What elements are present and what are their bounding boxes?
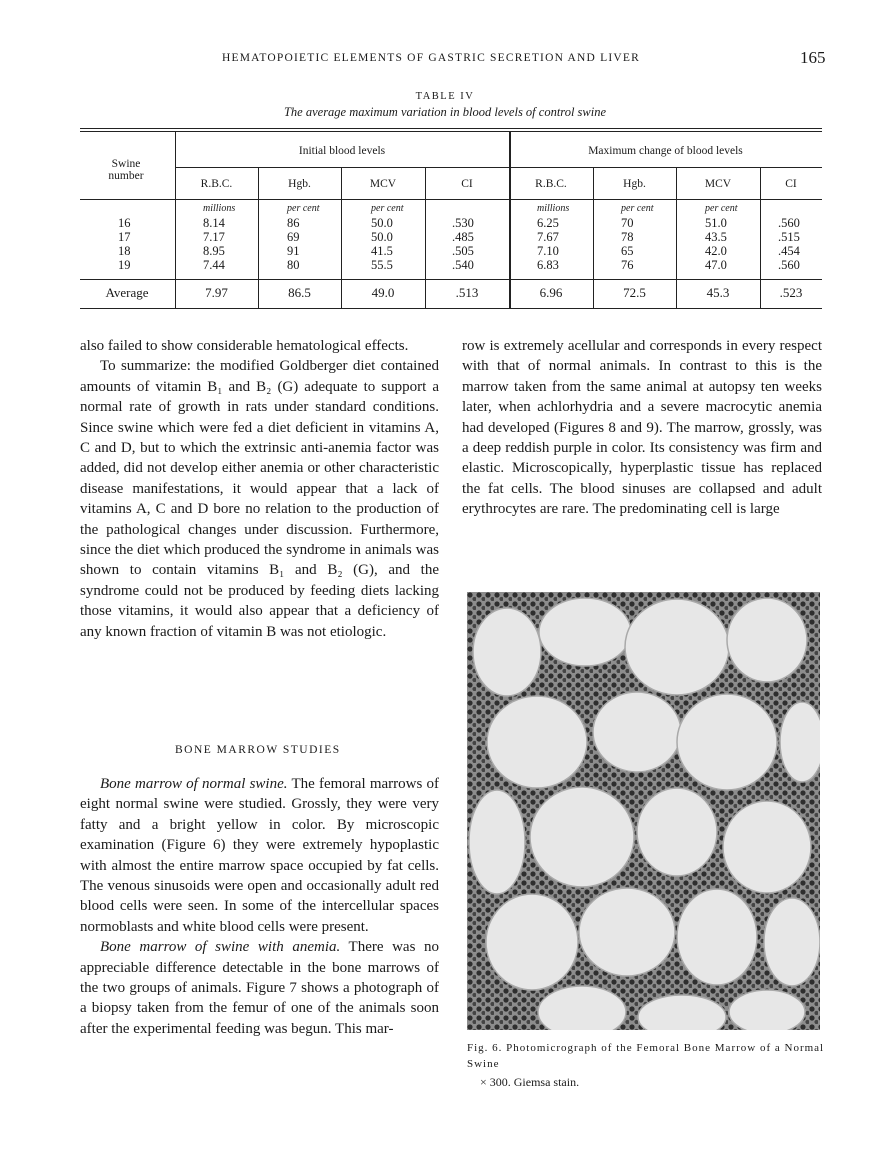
table-cell: 50.0 [371, 230, 393, 244]
paragraph: Bone marrow of normal swine. The femoral marrows of eight normal swine were studied. Grossly, they were very fatty and a bright yellow in color. By microscopic examination (Figure 6) they were extremely hypoplastic with almost the entire marrow space occupied by fat cells. The venous sinusoids were open and occasionally adult red blood cells were seen. In some of the intercellular spaces normoblasts and white blood cells were present. [80, 776, 439, 935]
page-number: 165 [800, 48, 826, 67]
table-header-rule [80, 199, 822, 200]
swine-number: 19 [118, 258, 131, 272]
average-cell: .513 [455, 285, 479, 300]
table-caption: The average maximum variation in blood levels of control swine [283, 105, 607, 119]
running-header [0, 50, 890, 70]
table-cell: 42.0 [705, 244, 727, 258]
swine-number: 17 [118, 230, 131, 244]
table-cell: 8.95 [203, 244, 225, 258]
figure-stain-note: × 300. Giemsa stain. [480, 1075, 580, 1089]
table-vline-group [509, 131, 511, 308]
table-cell: 43.5 [705, 230, 727, 244]
average-cell: 7.97 [205, 285, 228, 300]
table-group-rule [175, 167, 822, 168]
table-cell: 8.14 [203, 216, 225, 230]
table-cell: 86 [287, 216, 300, 230]
group-header-max: Maximum change of blood levels [588, 145, 743, 157]
table-bottom-rule [80, 308, 822, 309]
unit-label: millions [537, 203, 570, 214]
table-body-rule [80, 279, 822, 280]
table-cell: 50.0 [371, 216, 393, 230]
average-cell: 45.3 [706, 285, 730, 300]
average-cell: 86.5 [288, 285, 311, 300]
unit-label: per cent [621, 203, 654, 214]
paragraph: row is extremely acellular and corresponds in every respect with that of normal animals. In contrast to this is the marrow taken from the same animal at autopsy ten weeks later, when achlorhydria and a severe macrocytic anemia had developed (Figures 8 and 9). The marrow, grossly, was a deep reddish purple in color. Its consistency was firm and elastic. Microscopically, hyperplastic tissue has replaced the fat cells. The blood sinuses are collapsed and adult erythrocytes are rare. The predominating cell is large [462, 338, 822, 518]
average-cell: .523 [779, 285, 803, 300]
table-top-rule [80, 128, 822, 129]
running-title: HEMATOPOIETIC ELEMENTS OF GASTRIC SECRETION AND LIVER [222, 52, 640, 64]
left-column-text [80, 336, 439, 642]
table-cell: 7.67 [537, 230, 559, 244]
table-cell: 7.17 [203, 230, 225, 244]
paragraph: also failed to show considerable hematological effects. [80, 338, 409, 354]
table-cell: 7.44 [203, 258, 225, 272]
average-label: Average [105, 285, 149, 300]
average-cell: 49.0 [371, 285, 395, 300]
table-cell: 70 [621, 216, 634, 230]
table-cell: 6.83 [537, 258, 559, 272]
paragraph: Bone marrow of swine with anemia. There was no appreciable difference detectable in the bone marrows of the two groups of animals. Figure 7 shows a photograph of a biopsy taken from the femur of one of the animals soon after the experimental feeding was begun. This mar- [80, 939, 440, 1037]
col-head: Hgb. [623, 178, 646, 190]
group-header-initial: Initial blood levels [298, 145, 386, 157]
unit-label: per cent [287, 203, 320, 214]
table-cell: .540 [452, 258, 474, 272]
swine-number: 16 [118, 216, 131, 230]
table-top-rule-2 [80, 131, 822, 132]
table-cell: .560 [778, 258, 800, 272]
table-cell: .505 [452, 244, 474, 258]
table-cell: 91 [287, 244, 300, 258]
table-cell: 51.0 [705, 216, 727, 230]
table-cell: 55.5 [371, 258, 393, 272]
table-cell: 6.25 [537, 216, 559, 230]
unit-label: per cent [371, 203, 404, 214]
section-heading: BONE MARROW STUDIES [175, 744, 341, 756]
col-head: R.B.C. [535, 178, 567, 190]
col-head: Hgb. [288, 178, 311, 190]
table-cell: 78 [621, 230, 634, 244]
table-cell: 69 [287, 230, 300, 244]
average-cell: 72.5 [623, 285, 646, 300]
table-cell: .530 [452, 216, 474, 230]
paragraph: To summarize: the modified Goldberger diet contained amounts of vitamin B₁ and B₂ (G) adequate to support a normal rate of growth in rats under standard conditions. Since swine which were fed a diet deficient in vitamins A, C and D, but to which the extrinsic anti-anemia factor was added, did not develop either anemia or other characteristic disease manifestations, it would appear that a lack of vitamins A, C and D bore no relation to the production of the pathological changes under discussion. Furthermore, since the diet which produced the syndrome in animals was shown to contain vitamins B₁ and B₂ (G), and the syndrome could not be produced by feeding diets lacking those vitamins, it would also appear that a deficiency of any known fraction of vitamin B was not etiologic. [80, 358, 439, 640]
photomicrograph-image [467, 592, 820, 1030]
run-in-title: Bone marrow of normal swine. [100, 776, 288, 792]
right-column-text [462, 336, 822, 520]
unit-label: millions [203, 203, 236, 214]
table-vline [175, 131, 176, 308]
average-cell: 6.96 [539, 285, 563, 300]
col-head: MCV [369, 178, 397, 190]
swine-number: 18 [118, 244, 131, 258]
col-head: CI [461, 178, 473, 190]
table-cell: 41.5 [371, 244, 393, 258]
table-cell: 76 [621, 258, 634, 272]
table-cell: 7.10 [537, 244, 559, 258]
run-in-title: Bone marrow of swine with anemia. [100, 939, 341, 956]
swine-number-header: Swine number [108, 158, 144, 182]
col-head: CI [785, 178, 797, 190]
col-head: MCV [704, 178, 732, 190]
table-cell: 47.0 [705, 258, 727, 272]
table-cell: 65 [621, 244, 634, 258]
table-cell: 80 [287, 258, 300, 272]
table-label: TABLE IV [415, 91, 475, 102]
table-cell: .515 [778, 230, 800, 244]
table-cell: .485 [452, 230, 474, 244]
unit-label: per cent [705, 203, 738, 214]
table-cell: .560 [778, 216, 800, 230]
table-cell: .454 [778, 244, 800, 258]
figure-caption: Fig. 6. Photomicrograph of the Femoral Bone Marrow of a Normal Swine [467, 1042, 825, 1070]
left-column-text-2 [80, 774, 439, 1039]
col-head: R.B.C. [200, 178, 233, 190]
